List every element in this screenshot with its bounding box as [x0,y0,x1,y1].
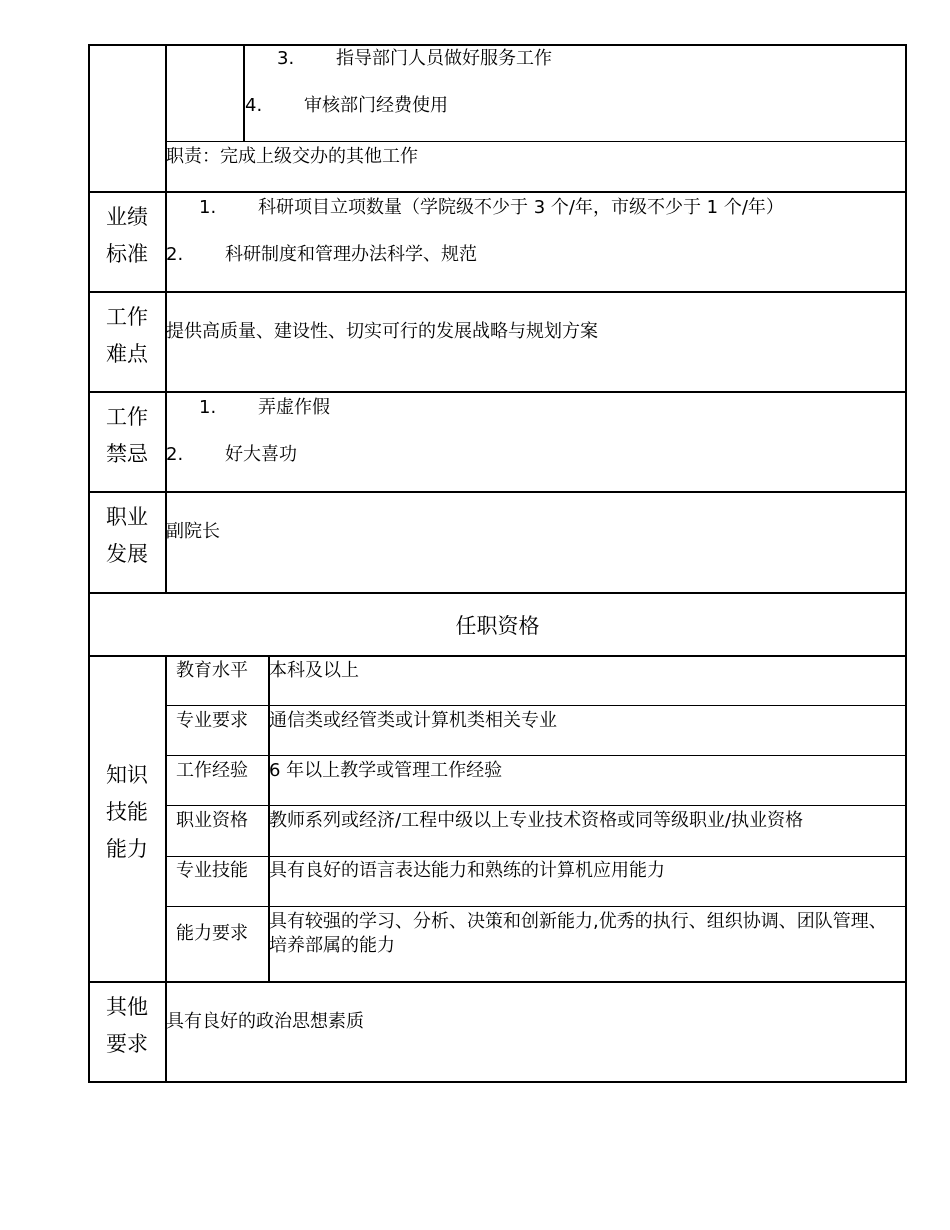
taboo-item-1-text: 弄虚作假 [258,397,330,418]
skills-key: 专业技能 [176,860,248,881]
duty-item-4-text: 审核部门经费使用 [304,95,448,116]
performance-label-line1: 业绩 [106,205,148,229]
difficulty-label-line1: 工作 [106,305,148,329]
performance-label-line2: 标准 [106,242,148,266]
education-value: 本科及以上 [269,660,359,681]
taboo-label-line1: 工作 [106,405,148,429]
certification-key: 职业资格 [176,810,248,831]
major-key: 专业要求 [176,710,248,731]
other-requirements-label-line2: 要求 [106,1032,148,1056]
other-requirements-label-line1: 其他 [106,995,148,1019]
performance-label [88,199,166,273]
taboo-label-line2: 禁忌 [106,442,148,466]
other-requirements-label [88,989,166,1063]
performance-item-2-number: 2. [166,244,184,265]
taboo-item-2-text: 好大喜功 [225,444,297,465]
performance-item-1-number: 1. [199,197,217,218]
skills-value: 具有良好的语言表达能力和熟练的计算机应用能力 [269,860,665,881]
career-label [88,499,166,573]
knowledge-label-line2: 技能 [106,800,148,824]
experience-value: 6 年以上教学或管理工作经验 [269,760,503,781]
knowledge-label [88,757,166,868]
major-value: 通信类或经管类或计算机类相关专业 [269,710,557,731]
performance-item-1-text: 科研项目立项数量（学院级不少于 3 个/年，市级不少于 1 个/年） [258,197,784,218]
taboo-label [88,399,166,473]
knowledge-label-line3: 能力 [106,837,148,861]
ability-key: 能力要求 [176,923,248,944]
career-label-line1: 职业 [106,505,148,529]
duty-item-3-number: 3. [277,48,295,69]
taboo-item-1-number: 1. [199,397,217,418]
career-text: 副院长 [166,521,220,542]
difficulty-label-line2: 难点 [106,342,148,366]
other-requirements-text: 具有良好的政治思想素质 [166,1011,364,1032]
career-label-line2: 发展 [106,542,148,566]
duty-item-3-text: 指导部门人员做好服务工作 [336,48,552,69]
education-key: 教育水平 [176,660,248,681]
experience-key: 工作经验 [176,760,248,781]
duty-other: 职责：完成上级交办的其他工作 [166,146,418,167]
difficulty-label [88,299,166,373]
qualification-header: 任职资格 [455,613,540,638]
knowledge-label-line1: 知识 [106,763,148,787]
certification-value: 教师系列或经济/工程中级以上专业技术资格或同等级职业/执业资格 [269,810,804,831]
duty-item-4-number: 4. [245,95,263,116]
taboo-item-2-number: 2. [166,444,184,465]
performance-item-2-text: 科研制度和管理办法科学、规范 [225,244,477,265]
ability-value: 具有较强的学习、分析、决策和创新能力,优秀的执行、组织协调、团队管理、培养部属的能力 [269,911,887,956]
difficulty-text: 提供高质量、建设性、切实可行的发展战略与规划方案 [166,321,598,342]
